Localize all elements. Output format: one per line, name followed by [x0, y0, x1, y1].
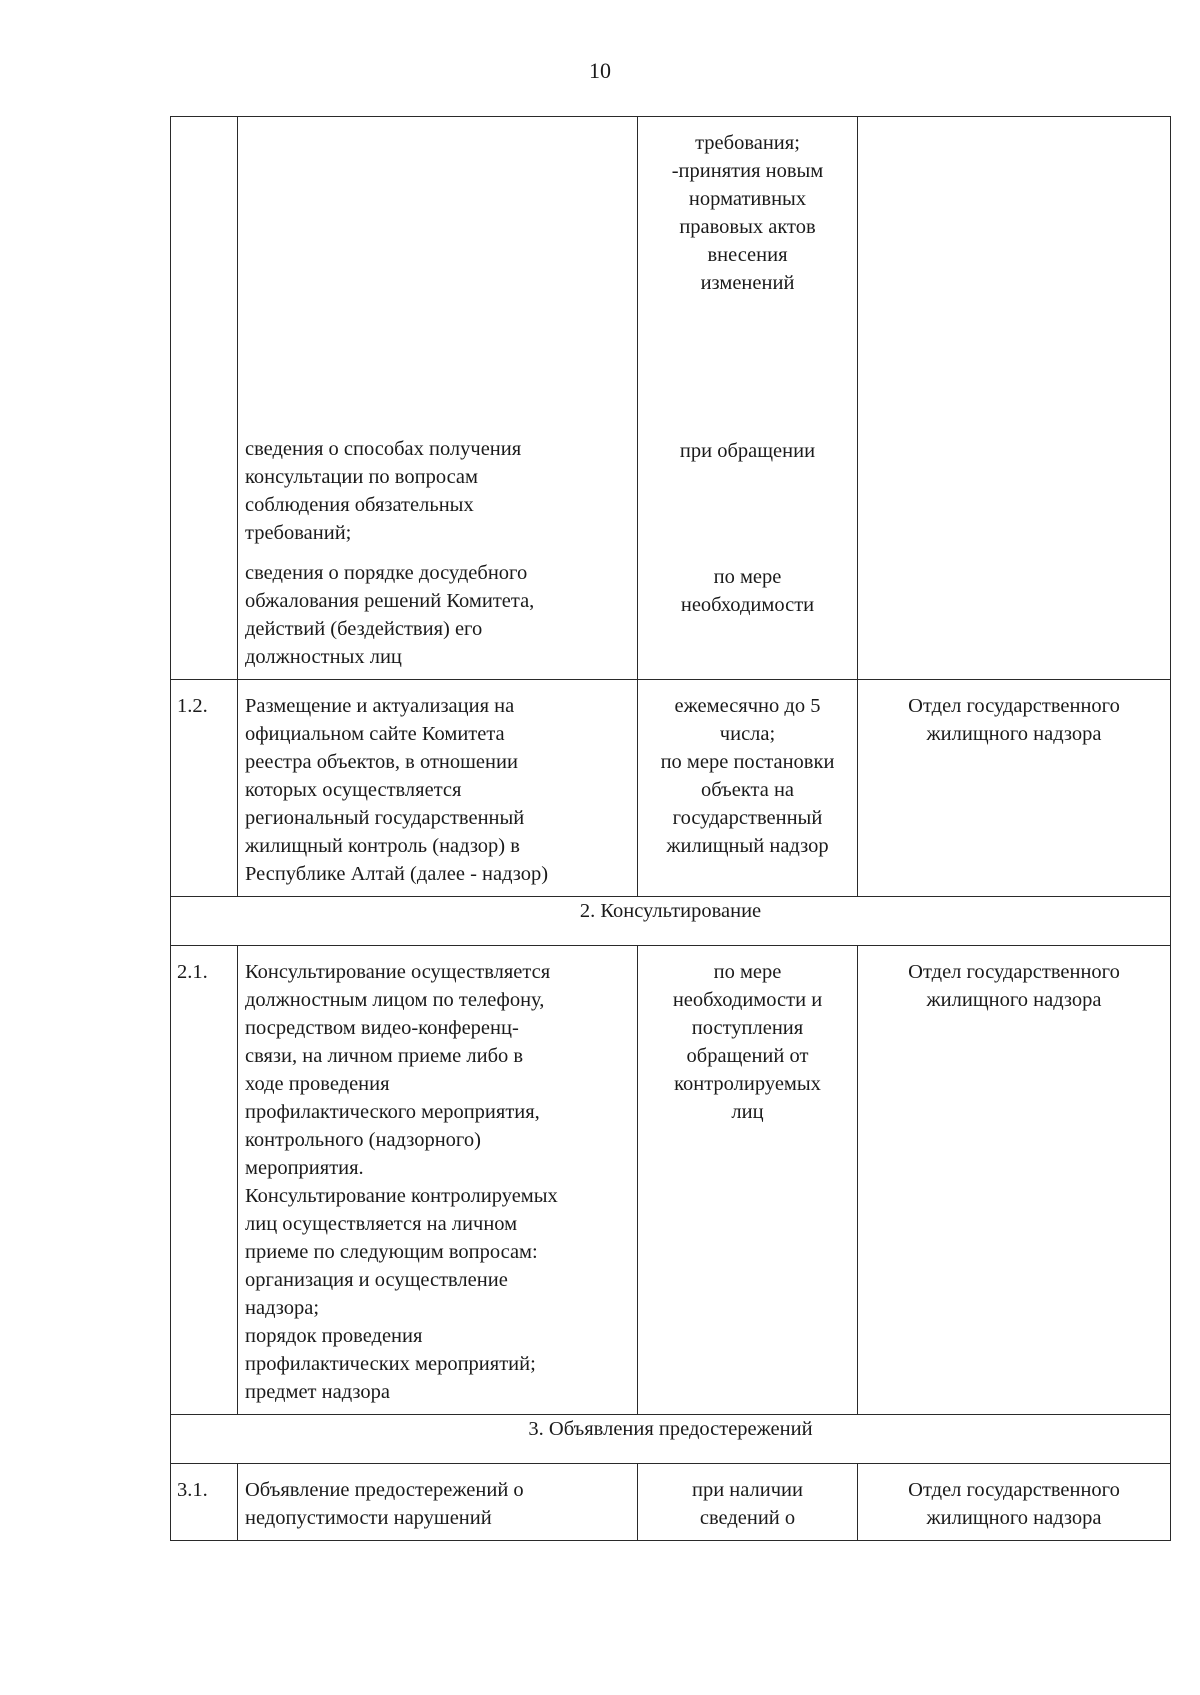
row-period: ежемесячно до 5 числа; по мере постановки объекта на государственный жилищный надзор	[638, 680, 858, 897]
table-row	[171, 1464, 1171, 1541]
table-row-continued	[171, 117, 1171, 680]
page-number: 10	[589, 58, 611, 83]
plan-table	[170, 116, 1171, 1541]
row-period: по мере необходимости и поступления обращений от контролируемых лиц	[638, 946, 858, 1415]
row-text: Объявление предостережений о недопустимости нарушений	[238, 1464, 638, 1541]
section-row	[171, 1415, 1171, 1464]
period-cell	[638, 117, 858, 680]
row-text: Размещение и актуализация на официальном сайте Комитета реестра объектов, в отношении которых осуществляется региональный государственный жилищный контроль (надзор) в Республике Алтай (далее - надзор)	[238, 680, 638, 897]
table-row	[171, 946, 1171, 1415]
row-responsible: Отдел государственного жилищного надзора	[858, 946, 1171, 1415]
section-title-consulting: 2. Консультирование	[171, 897, 1171, 946]
row-number: 2.1.	[171, 946, 238, 1415]
item-a-text: сведения о способах получения консультации по вопросам соблюдения обязательных требований;	[245, 438, 522, 544]
table-row	[171, 680, 1171, 897]
row-responsible: Отдел государственного жилищного надзора	[858, 1464, 1171, 1541]
item-b-text: сведения о порядке досудебного обжалования решений Комитета, действий (бездействия) его должностных лиц	[245, 562, 535, 668]
item-b-period: по мере необходимости	[680, 566, 815, 616]
row-number: 3.1.	[171, 1464, 238, 1541]
text-cell	[238, 117, 638, 680]
responsible-cell-empty	[858, 117, 1171, 680]
item-a-period: при обращении	[679, 440, 816, 462]
col3-top-text: требования; -принятия новым нормативных правовых актов внесения изменений	[671, 132, 824, 294]
section-row	[171, 897, 1171, 946]
row-text: Консультирование осуществляется должностным лицом по телефону, посредством видео-конференц- связи, на личном приеме либо в ходе проведения профилактического мероприятия, контрольного (надзорного) мероприятия. Консультирование контролируемых лиц осуществляется на личном приеме по следующим вопросам: организация и осуществление надзора; порядок проведения профилактических мероприятий; предмет надзора	[238, 946, 638, 1415]
row-responsible: Отдел государственного жилищного надзора	[858, 680, 1171, 897]
row-number: 1.2.	[171, 680, 238, 897]
row-period: при наличии сведений о	[638, 1464, 858, 1541]
num-cell-empty	[171, 117, 238, 680]
section-title-warnings: 3. Объявления предостережений	[171, 1415, 1171, 1464]
